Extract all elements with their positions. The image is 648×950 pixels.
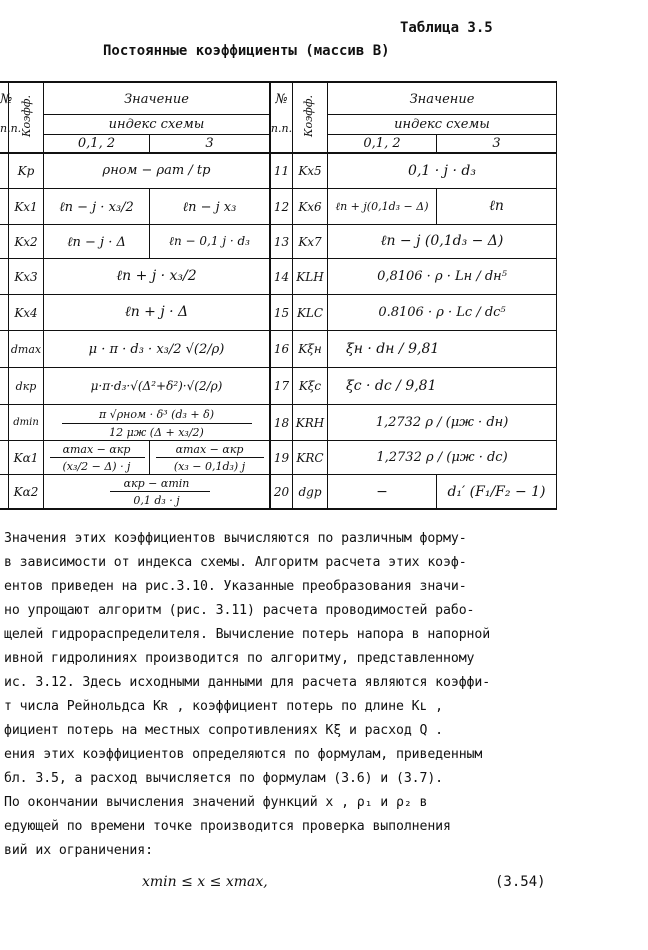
- header-idx-3: 3: [205, 136, 214, 151]
- table-row-num: 11: [273, 163, 290, 178]
- table-cell-value: ℓn − j (0,1d₃ − Δ): [380, 233, 504, 249]
- table-cell-value-bottom: 0,1 d₃ · j: [133, 493, 180, 507]
- table-row-coef: Kx7: [298, 234, 322, 249]
- table-cell-value-012: ℓn − j · Δ: [67, 234, 126, 250]
- header-idx-3-right: 3: [492, 136, 501, 151]
- table-row-num: 13: [273, 234, 290, 249]
- table-row-coef: Kx4: [14, 305, 38, 320]
- table-row-coef: Kξc: [298, 379, 322, 393]
- table-row-num: 12: [273, 199, 290, 214]
- table-cell-value: 0.8106 · ρ · Lc / dc⁵: [378, 305, 506, 320]
- table-cell-value-top: αкр − αmin: [123, 476, 190, 490]
- header-value-right: Значение: [409, 91, 475, 107]
- header-num-pp-right: п.п.: [270, 121, 293, 135]
- table-row-num: 20: [273, 484, 290, 499]
- header-coef-right: Коэфф.: [302, 95, 315, 138]
- table-row-coef: Kp: [17, 163, 35, 178]
- table-row-coef: dmax: [10, 342, 42, 356]
- body-line: в зависимости от индекса схемы. Алгоритм расчета этих коэф-: [4, 555, 467, 570]
- table-row-coef: Kx6: [298, 199, 322, 214]
- equation-number: (3.54): [495, 874, 546, 890]
- table-row-num: 15: [273, 305, 290, 320]
- table-cell-value-3: ℓn − j x₃: [182, 199, 237, 215]
- table-row-coef: Kx1: [14, 199, 38, 214]
- body-line: По окончании вычисления значений функций x , ρ₁ и ρ₂ в: [4, 795, 428, 810]
- table-cell-value: μ·π·d₃·√(Δ²+δ²)·√(2/ρ): [90, 379, 223, 393]
- table-cell-value: 0,8106 · ρ · Lн / dн⁵: [377, 269, 507, 284]
- table-cell-value-012: ℓn − j · x₃/2: [59, 199, 134, 215]
- header-scheme-index: индекс схемы: [108, 117, 205, 132]
- header-coef: Коэфф.: [20, 95, 33, 138]
- body-line: ис. 3.12. Здесь исходными данными для расчета являются коэффи-: [4, 675, 491, 690]
- header-num: №: [0, 91, 13, 107]
- body-line: едующей по времени точке производится проверка выполнения: [4, 819, 451, 834]
- table-row-coef: Kx3: [14, 269, 38, 284]
- header-num-pp: п.п.: [0, 121, 22, 135]
- table-cell-value: μ · π · d₃ · x₃/2 √(2/ρ): [88, 341, 225, 357]
- table-row-coef: KRC: [296, 450, 324, 465]
- body-line: фициент потерь на местных сопротивлениях Kξ и расход Q .: [4, 723, 444, 738]
- table-row-num: 18: [273, 415, 290, 430]
- table-row-num: 19: [273, 450, 290, 465]
- table-row-coef: Kx2: [14, 234, 38, 249]
- table-cell-value-bottom: 12 μж (Δ + x₃/2): [109, 425, 204, 439]
- table-number: Таблица 3.5: [400, 20, 493, 36]
- table-cell-value-012-bottom: (x₃/2 − Δ) · j: [62, 459, 131, 473]
- header-idx-012: 0,1, 2: [77, 136, 116, 151]
- table-cell-value: 1,2732 ρ / (μж · dc): [376, 450, 508, 465]
- body-line: щелей гидрораспределителя. Вычисление потерь напора в напорной: [4, 627, 491, 642]
- table-row-coef: KRH: [295, 415, 325, 430]
- table-row-coef: Kx5: [298, 163, 322, 178]
- table-row-coef: Kα2: [13, 484, 39, 499]
- table-title: Постоянные коэффициенты (массив В): [103, 43, 390, 59]
- table-row-coef: KLH: [296, 269, 324, 284]
- body-line: Значения этих коэффициентов вычисляются по различным форму-: [4, 531, 467, 546]
- table-cell-value: ξн · dн / 9,81: [346, 341, 440, 357]
- table-cell-value: 0,1 · j · d₃: [408, 162, 476, 179]
- table-cell-value-012: −: [376, 483, 388, 500]
- table-row-num: 17: [273, 379, 290, 393]
- header-scheme-index-right: индекс схемы: [394, 117, 490, 132]
- table-cell-value-3: ℓn − 0,1 j · d₃: [169, 234, 250, 248]
- table-cell-value: ξc · dc / 9,81: [346, 378, 437, 394]
- table-cell-value: 1,2732 ρ / (μж · dн): [375, 415, 509, 430]
- table-row-num: 16: [273, 342, 290, 356]
- table-row-coef: KLC: [296, 305, 324, 320]
- table-cell-value-3-bottom: (x₃ − 0,1d₃) j: [173, 459, 246, 473]
- body-line: ения этих коэффициентов определяются по формулам, приведенным: [4, 747, 483, 762]
- header-num-right: №: [275, 91, 288, 107]
- table-row-coef: Kα1: [13, 450, 39, 465]
- header-value: Значение: [124, 91, 189, 107]
- table-cell-value-3-top: αmax − αкр: [175, 442, 244, 456]
- body-line: т числа Рейнольдса Kʀ , коэффициент потерь по длине Kʟ ,: [4, 699, 444, 714]
- table-cell-value-3: ℓn: [489, 198, 504, 214]
- body-line: бл. 3.5, а расход вычисляется по формулам (3.6) и (3.7).: [4, 771, 444, 786]
- body-line: вий их ограничения:: [4, 843, 153, 858]
- table-cell-value-3: d₁′ (F₁/F₂ − 1): [447, 483, 546, 500]
- table-row-coef: dкр: [15, 379, 37, 393]
- body-line: ивной гидролиниях производится по алгоритму, представленному: [4, 651, 475, 666]
- table-row-coef: Kξн: [298, 342, 322, 356]
- table-cell-value: ℓn + j · Δ: [124, 304, 189, 320]
- body-line: ентов приведен на рис.3.10. Указанные преобразования значи-: [4, 579, 467, 594]
- table-row-coef: dgp: [298, 484, 322, 499]
- body-line: но упрощают алгоритм (рис. 3.11) расчета проводимостей рабо-: [4, 603, 475, 618]
- table-cell-value-012: ℓn + j(0,1d₃ − Δ): [335, 200, 429, 213]
- table-row-num: 14: [273, 269, 290, 284]
- table-row-coef: dmin: [13, 417, 39, 428]
- header-idx-012-right: 0,1, 2: [363, 136, 401, 151]
- table-cell-value: ρном − ρат / tp: [102, 163, 211, 178]
- table-cell-value-012-top: αmax − αкр: [62, 442, 131, 456]
- table-cell-value: ℓn + j · x₃/2: [116, 268, 197, 284]
- table-cell-value-top: π √ρном · δ³ (d₃ + δ): [98, 407, 215, 421]
- equation: xmin ≤ x ≤ xmax,: [142, 874, 268, 890]
